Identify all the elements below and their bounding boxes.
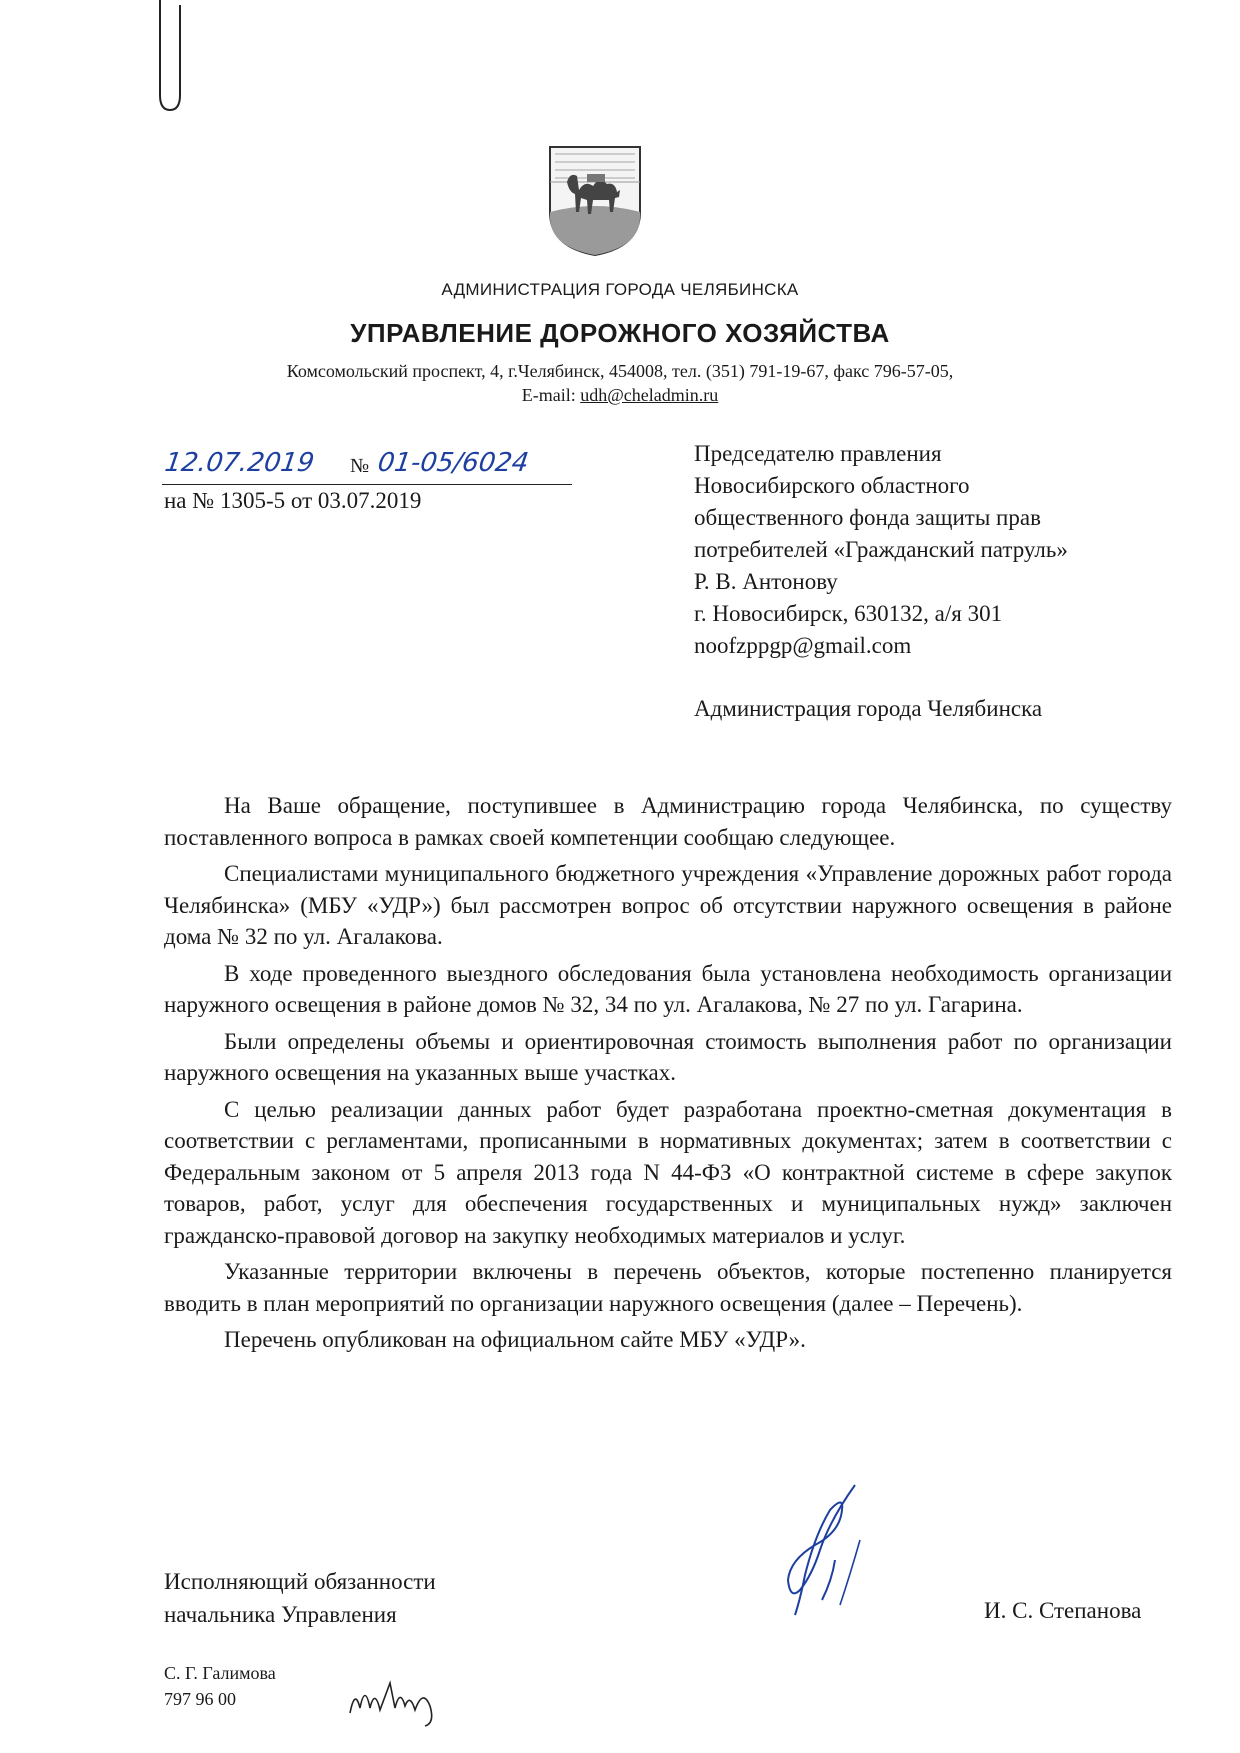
executor-phone: 797 96 00 [164, 1689, 236, 1709]
signatory-name: И. С. Степанова [984, 1598, 1142, 1623]
administration-name: АДМИНИСТРАЦИЯ ГОРОДА ЧЕЛЯБИНСКА [441, 280, 799, 299]
registration-number-label: № [350, 455, 370, 477]
recipient-line: потребителей «Гражданский патруль» [694, 537, 1068, 562]
email-link[interactable]: udh@cheladmin.ru [580, 385, 719, 405]
recipient-line: Р. В. Антонову [694, 569, 838, 594]
signatory-title-line: Исполняющий обязанности [164, 1569, 436, 1594]
reply-reference: на № 1305-5 от 03.07.2019 [164, 488, 422, 513]
body-paragraph: В ходе проведенного выездного обследования была установлена необходимость организации наружного освещения в районе домов № 32, 34 по ул. Агалакова, № 27 по ул. Гагарина. [164, 960, 1172, 1017]
body-paragraph: Были определены объемы и ориентировочная стоимость выполнения работ по организации наружного освещения на указанных выше участках. [164, 1028, 1172, 1085]
recipient-email: noofzppgp@gmail.com [694, 633, 912, 658]
executor-block [164, 1660, 276, 1712]
handwritten-signature [760, 1480, 890, 1620]
body-paragraph: Перечень опубликован на официальном сайте МБУ «УДР». [224, 1327, 806, 1352]
email-label: E-mail: [521, 385, 581, 405]
handwritten-initials [345, 1668, 455, 1728]
recipient-line: Новосибирского областного [694, 473, 970, 498]
signatory-title-line: начальника Управления [164, 1602, 397, 1627]
chelyabinsk-emblem-icon [545, 142, 645, 258]
department-email-line [0, 385, 1240, 406]
department-address: Комсомольский проспект, 4, г.Челябинск, 454008, тел. (351) 791-19-67, факс 796-57-05, [286, 361, 954, 381]
letter-body [164, 790, 1172, 1361]
copy-recipient: Администрация города Челябинска [694, 696, 1043, 721]
paper-clip-mark [140, 0, 190, 120]
recipient-block [694, 438, 1068, 662]
body-paragraph: Специалистами муниципального бюджетного учреждения «Управление дорожных работ города Челябинска» (МБУ «УДР») был рассмотрен вопрос об отсутствии наружного освещения в районе дома № 32 по ул. Агалакова. [164, 861, 1172, 949]
registration-date: 12.07.2019 [162, 448, 316, 478]
executor-name: С. Г. Галимова [164, 1663, 276, 1683]
registration-number: 01-05/6024 [375, 448, 531, 478]
signatory-title [164, 1565, 436, 1631]
body-paragraph: С целью реализации данных работ будет разработана проектно-сметная документация в соответствии с регламентами, прописанными в нормативных документах; затем в соответствии с Федеральным законом от 5 апреля 2013 года N 44-ФЗ «О контрактной системе в сфере закупок товаров, работ, услуг для обеспечения государственных и муниципальных нужд» заключен гражданско-правовой договор на закупку необходимых материалов и услуг. [164, 1096, 1172, 1248]
body-paragraph: Указанные территории включены в перечень объектов, которые постепенно планируется вводить в план мероприятий по организации наружного освещения (далее – Перечень). [164, 1259, 1172, 1316]
body-paragraph: На Ваше обращение, поступившее в Администрацию города Челябинска, по существу поставленного вопроса в рамках своей компетенции сообщаю следующее. [164, 793, 1172, 850]
recipient-line: г. Новосибирск, 630132, а/я 301 [694, 601, 1003, 626]
recipient-line: Председателю правления [694, 441, 942, 466]
recipient-line: общественного фонда защиты прав [694, 505, 1041, 530]
department-title: УПРАВЛЕНИЕ ДОРОЖНОГО ХОЗЯЙСТВА [350, 318, 890, 348]
